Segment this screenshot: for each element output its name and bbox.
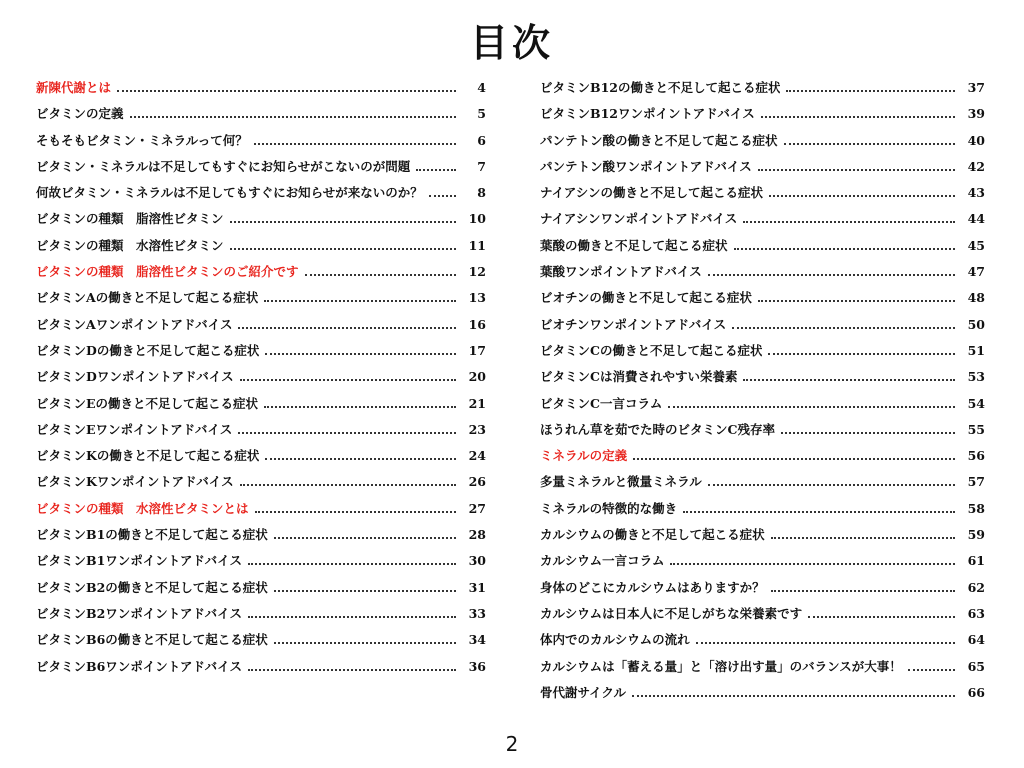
toc-entry-title: ビタミンB6ワンポイントアドバイス [36, 658, 243, 674]
toc-entry-title: ビタミンの種類 水溶性ビタミン [36, 237, 224, 253]
toc-entry-title: ビタミンの種類 水溶性ビタミンとは [36, 500, 249, 516]
toc-entry-title: ビタミンAワンポイントアドバイス [36, 316, 233, 332]
toc-entry [36, 183, 486, 209]
toc-entry-page: 13 [468, 290, 486, 306]
toc-entry-title: ビオチンワンポイントアドバイス [540, 316, 727, 332]
toc-entry [540, 262, 985, 288]
toc-entry-page: 63 [967, 605, 985, 621]
toc-entry-title: ビタミンB12ワンポイントアドバイス [540, 106, 755, 122]
toc-entry-page: 53 [967, 369, 985, 385]
toc-entry-title: 身体のどこにカルシウムはありますか？ [540, 579, 765, 595]
toc-leader-dots [240, 379, 456, 381]
toc-entry-page: 42 [967, 158, 985, 174]
toc-entry-page: 58 [967, 500, 985, 516]
toc-entry-page: 8 [477, 185, 486, 201]
toc-entry-title: カルシウムは日本人に不足しがちな栄養素です [540, 605, 803, 621]
toc-entry-title: ナイアシンの働きと不足して起こる症状 [540, 185, 763, 201]
toc-entry-page: 37 [967, 80, 985, 95]
toc-entry [36, 472, 486, 498]
toc-entry-title: カルシウム一言コラム [540, 553, 665, 569]
toc-left-column [36, 78, 486, 683]
toc-entry [540, 525, 985, 551]
toc-entry-title: ビタミンKワンポイントアドバイス [36, 474, 234, 490]
toc-leader-dots [743, 379, 955, 381]
toc-entry-title: 体内でのカルシウムの流れ [540, 632, 690, 648]
toc-entry [540, 157, 985, 183]
toc-entry-page: 51 [967, 342, 985, 358]
toc-leader-dots [265, 353, 456, 355]
toc-entry [540, 288, 985, 314]
toc-leader-dots [240, 484, 456, 486]
toc-entry-page: 36 [468, 658, 486, 674]
toc-entry-title: ビタミンDワンポイントアドバイス [36, 369, 234, 385]
toc-leader-dots [758, 169, 955, 171]
toc-entry [540, 367, 985, 393]
toc-entry [540, 315, 985, 341]
toc-leader-dots [771, 590, 955, 592]
toc-leader-dots [274, 642, 456, 644]
toc-entry [540, 131, 985, 157]
toc-leader-dots [248, 669, 456, 671]
toc-entry-page: 4 [477, 80, 486, 95]
toc-entry-page: 10 [468, 211, 486, 227]
page-number: 2 [505, 732, 519, 756]
toc-leader-dots [230, 248, 456, 250]
toc-entry-page: 44 [967, 211, 985, 227]
toc-leader-dots [781, 432, 955, 434]
toc-leader-dots [683, 511, 955, 513]
toc-entry [36, 499, 486, 525]
toc-entry [540, 551, 985, 577]
toc-entry-title: 葉酸ワンポイントアドバイス [540, 264, 702, 280]
toc-entry-page: 48 [967, 290, 985, 306]
toc-entry-title: ビタミン・ミネラルは不足してもすぐにお知らせがこないのが問題 [36, 158, 411, 174]
toc-leader-dots [743, 221, 955, 223]
toc-entry [540, 472, 985, 498]
toc-entry-title: ビタミンC一言コラム [540, 395, 663, 411]
toc-entry-page: 7 [477, 158, 486, 174]
toc-entry-page: 55 [967, 421, 985, 437]
toc-entry-title: 新陳代謝とは [36, 80, 112, 95]
toc-leader-dots [784, 143, 955, 145]
toc-entry-page: 65 [967, 658, 985, 674]
toc-entry-page: 66 [967, 684, 985, 700]
toc-leader-dots [130, 116, 456, 118]
toc-entry-title: そもそもビタミン・ミネラルって何？ [36, 132, 248, 148]
toc-leader-dots [632, 695, 955, 697]
toc-entry-title: ビタミンEの働きと不足して起こる症状 [36, 395, 259, 411]
toc-entry-page: 12 [468, 264, 486, 280]
toc-entry-title: パンテトン酸の働きと不足して起こる症状 [540, 132, 778, 148]
toc-entry [36, 657, 486, 683]
toc-entry-title: ほうれん草を茹でた時のビタミンC残存率 [540, 421, 775, 437]
toc-entry-page: 28 [468, 527, 486, 543]
toc-leader-dots [908, 669, 955, 671]
toc-entry-page: 57 [967, 474, 985, 490]
toc-entry [540, 341, 985, 367]
toc-entry-title: 骨代謝サイクル [540, 684, 627, 700]
toc-entry-page: 56 [967, 448, 985, 464]
toc-entry [36, 525, 486, 551]
toc-leader-dots [761, 116, 955, 118]
toc-entry [36, 157, 486, 183]
toc-entry [540, 209, 985, 235]
toc-entry [36, 604, 486, 630]
toc-leader-dots [238, 432, 456, 434]
toc-leader-dots [274, 537, 456, 539]
toc-entry-title: ビタミンDの働きと不足して起こる症状 [36, 342, 260, 358]
toc-entry [36, 578, 486, 604]
toc-entry [36, 78, 486, 104]
toc-entry-page: 61 [967, 553, 985, 569]
toc-leader-dots [248, 563, 456, 565]
toc-entry-title: ビタミンの種類 脂溶性ビタミン [36, 211, 224, 227]
toc-entry [540, 578, 985, 604]
toc-leader-dots [768, 353, 955, 355]
toc-leader-dots [265, 458, 456, 460]
toc-entry-title: ビタミンB1ワンポイントアドバイス [36, 553, 243, 569]
toc-leader-dots [633, 458, 955, 460]
toc-entry [36, 394, 486, 420]
toc-entry-page: 27 [468, 500, 486, 516]
toc-entry [36, 104, 486, 130]
toc-entry-title: パンテトン酸ワンポイントアドバイス [540, 158, 752, 174]
toc-entry [540, 420, 985, 446]
toc-entry-title: ビタミンの種類 脂溶性ビタミンのご紹介です [36, 264, 299, 280]
toc-entry [540, 104, 985, 130]
toc-entry [36, 367, 486, 393]
toc-leader-dots [732, 327, 955, 329]
toc-leader-dots [416, 169, 456, 171]
toc-leader-dots [429, 195, 456, 197]
toc-entry [36, 288, 486, 314]
toc-entry [540, 630, 985, 656]
toc-entry-title: 多量ミネラルと微量ミネラル [540, 474, 702, 490]
toc-entry-page: 47 [967, 264, 985, 280]
toc-leader-dots [254, 143, 456, 145]
toc-leader-dots [708, 484, 955, 486]
toc-entry [540, 183, 985, 209]
toc-entry-title: ビタミンの定義 [36, 106, 124, 122]
toc-entry-title: ビタミンKの働きと不足して起こる症状 [36, 448, 260, 464]
toc-entry-title: ビタミンB6の働きと不足して起こる症状 [36, 632, 268, 648]
toc-entry-page: 39 [967, 106, 985, 122]
toc-entry-page: 50 [967, 316, 985, 332]
toc-leader-dots [117, 90, 456, 92]
toc-entry-page: 40 [967, 132, 985, 148]
toc-entry-title: ビタミンB2の働きと不足して起こる症状 [36, 579, 268, 595]
toc-entry-title: ビタミンCは消費されやすい栄養素 [540, 369, 738, 385]
toc-entry [540, 604, 985, 630]
toc-entry-title: ナイアシンワンポイントアドバイス [540, 211, 738, 227]
toc-leader-dots [248, 616, 456, 618]
toc-entry [36, 551, 486, 577]
toc-leader-dots [255, 511, 456, 513]
toc-entry [540, 683, 985, 709]
toc-entry-title: ビタミンB12の働きと不足して起こる症状 [540, 80, 781, 95]
toc-entry-title: 何故ビタミン・ミネラルは不足してもすぐにお知らせが来ないのか？ [36, 185, 423, 201]
toc-entry-page: 34 [468, 632, 486, 648]
toc-entry [36, 209, 486, 235]
toc-entry-title: ビタミンEワンポイントアドバイス [36, 421, 233, 437]
toc-entry-page: 62 [967, 579, 985, 595]
toc-entry-page: 30 [468, 553, 486, 569]
toc-entry-title: カルシウムは「蓄える量」と「溶け出す量」のバランスが大事！ [540, 658, 902, 674]
toc-entry-page: 43 [967, 185, 985, 201]
toc-leader-dots [734, 248, 955, 250]
toc-entry [540, 499, 985, 525]
toc-entry-page: 59 [967, 527, 985, 543]
toc-leader-dots [708, 274, 955, 276]
toc-entry [540, 236, 985, 262]
toc-entry-page: 20 [468, 369, 486, 385]
toc-entry-page: 45 [967, 237, 985, 253]
toc-entry-title: ビオチンの働きと不足して起こる症状 [540, 290, 752, 306]
toc-entry [540, 446, 985, 472]
toc-leader-dots [670, 563, 955, 565]
toc-leader-dots [230, 221, 456, 223]
toc-entry-title: カルシウムの働きと不足して起こる症状 [540, 527, 765, 543]
toc-entry-title: ミネラルの定義 [540, 448, 628, 464]
toc-leader-dots [786, 90, 955, 92]
toc-entry-page: 54 [967, 395, 985, 411]
toc-entry-title: 葉酸の働きと不足して起こる症状 [540, 237, 728, 253]
toc-entry-page: 17 [468, 342, 486, 358]
toc-entry-page: 26 [468, 474, 486, 490]
toc-entry [36, 315, 486, 341]
toc-leader-dots [771, 537, 955, 539]
toc-leader-dots [696, 642, 955, 644]
toc-entry-title: ビタミンB1の働きと不足して起こる症状 [36, 527, 268, 543]
toc-entry-page: 33 [468, 605, 486, 621]
toc-leader-dots [238, 327, 456, 329]
toc-entry-page: 6 [477, 132, 486, 148]
toc-entry [36, 630, 486, 656]
toc-entry [36, 341, 486, 367]
toc-entry-title: ビタミンCの働きと不足して起こる症状 [540, 342, 763, 358]
toc-entry-page: 16 [468, 316, 486, 332]
toc-entry-page: 64 [967, 632, 985, 648]
toc-entry [36, 262, 486, 288]
toc-leader-dots [305, 274, 456, 276]
toc-leader-dots [769, 195, 955, 197]
toc-entry-page: 5 [477, 106, 486, 122]
toc-leader-dots [264, 300, 456, 302]
toc-entry [540, 78, 985, 104]
toc-entry [540, 394, 985, 420]
toc-entry-page: 31 [468, 579, 486, 595]
toc-entry [36, 446, 486, 472]
toc-leader-dots [808, 616, 955, 618]
toc-leader-dots [668, 406, 955, 408]
toc-entry-page: 21 [468, 395, 486, 411]
toc-entry-page: 23 [468, 421, 486, 437]
toc-entry-title: ビタミンB2ワンポイントアドバイス [36, 605, 243, 621]
page-title: 目次 [469, 20, 554, 65]
toc-entry-title: ミネラルの特徴的な働き [540, 500, 678, 516]
toc-entry-page: 24 [468, 448, 486, 464]
toc-entry-page: 11 [468, 237, 486, 253]
toc-leader-dots [274, 590, 456, 592]
toc-leader-dots [264, 406, 456, 408]
toc-entry [36, 131, 486, 157]
toc-entry [36, 420, 486, 446]
toc-leader-dots [758, 300, 955, 302]
toc-entry [36, 236, 486, 262]
toc-entry [540, 657, 985, 683]
toc-entry-title: ビタミンAの働きと不足して起こる症状 [36, 290, 259, 306]
toc-right-column [540, 78, 985, 709]
